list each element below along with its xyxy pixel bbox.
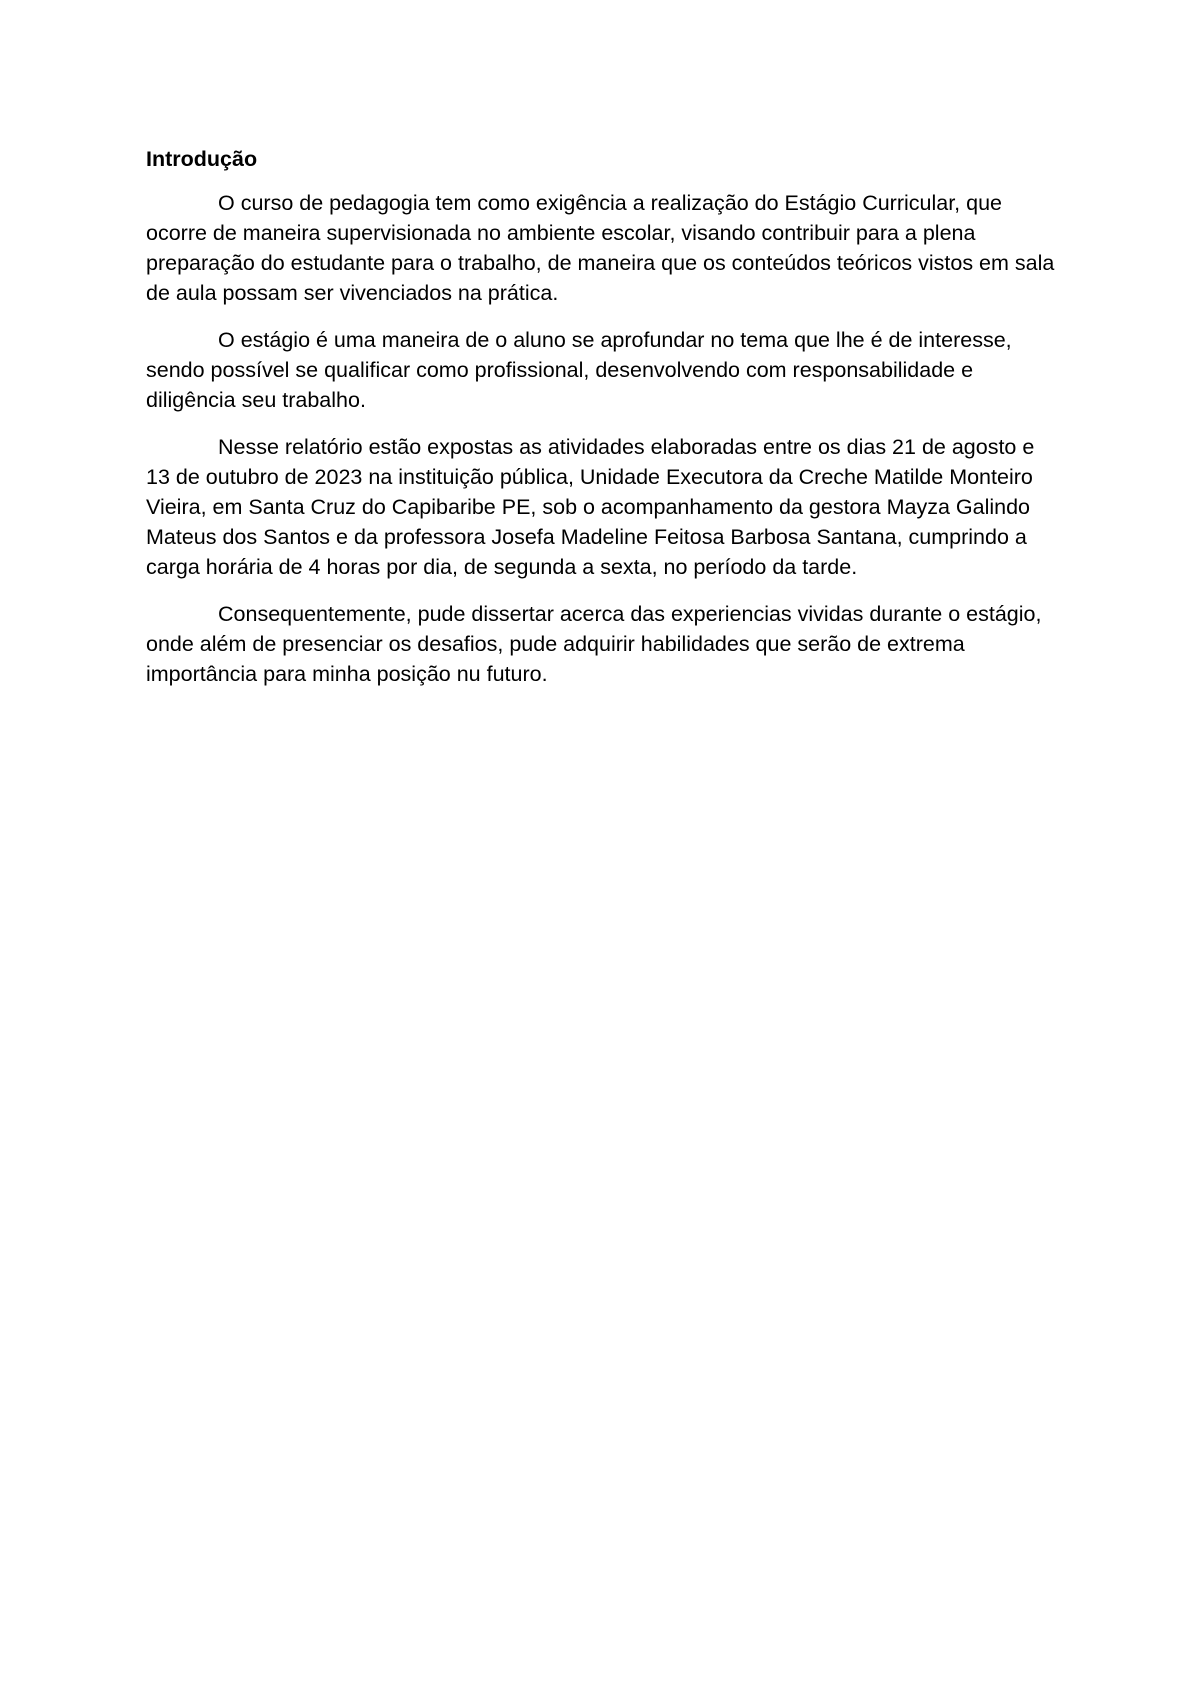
paragraph-4: Consequentemente, pude dissertar acerca das experiencias vividas durante o estágio, onde além de presenciar os desafios, pude adquirir habilidades que serão de extrema importância para minha posição nu futuro. (146, 602, 1042, 686)
paragraph-3: Nesse relatório estão expostas as atividades elaboradas entre os dias 21 de agosto e 13 de outubro de 2023 na instituição pública, Unidade Executora da Creche Matilde Monteiro Vieira, em Santa Cruz do Capibaribe PE, sob o acompanhamento da gestora Mayza Galindo Mateus dos Santos e da professora Josefa Madeline Feitosa Barbosa Santana, cumprindo a carga horária de 4 horas por dia, de segunda a sexta, no período da tarde. (146, 435, 1035, 579)
paragraph-2: O estágio é uma maneira de o aluno se aprofundar no tema que lhe é de interesse, sendo possível se qualificar como profissional, desenvolvendo com responsabilidade e diligência seu trabalho. (146, 328, 1012, 412)
section-heading: Introdução (146, 147, 258, 171)
document-body (146, 144, 1064, 706)
paragraph-1: O curso de pedagogia tem como exigência a realização do Estágio Curricular, que ocorre de maneira supervisionada no ambiente escolar, visando contribuir para a plena preparação do estudante para o trabalho, de maneira que os conteúdos teóricos vistos em sala de aula possam ser vivenciados na prática. (146, 191, 1055, 305)
